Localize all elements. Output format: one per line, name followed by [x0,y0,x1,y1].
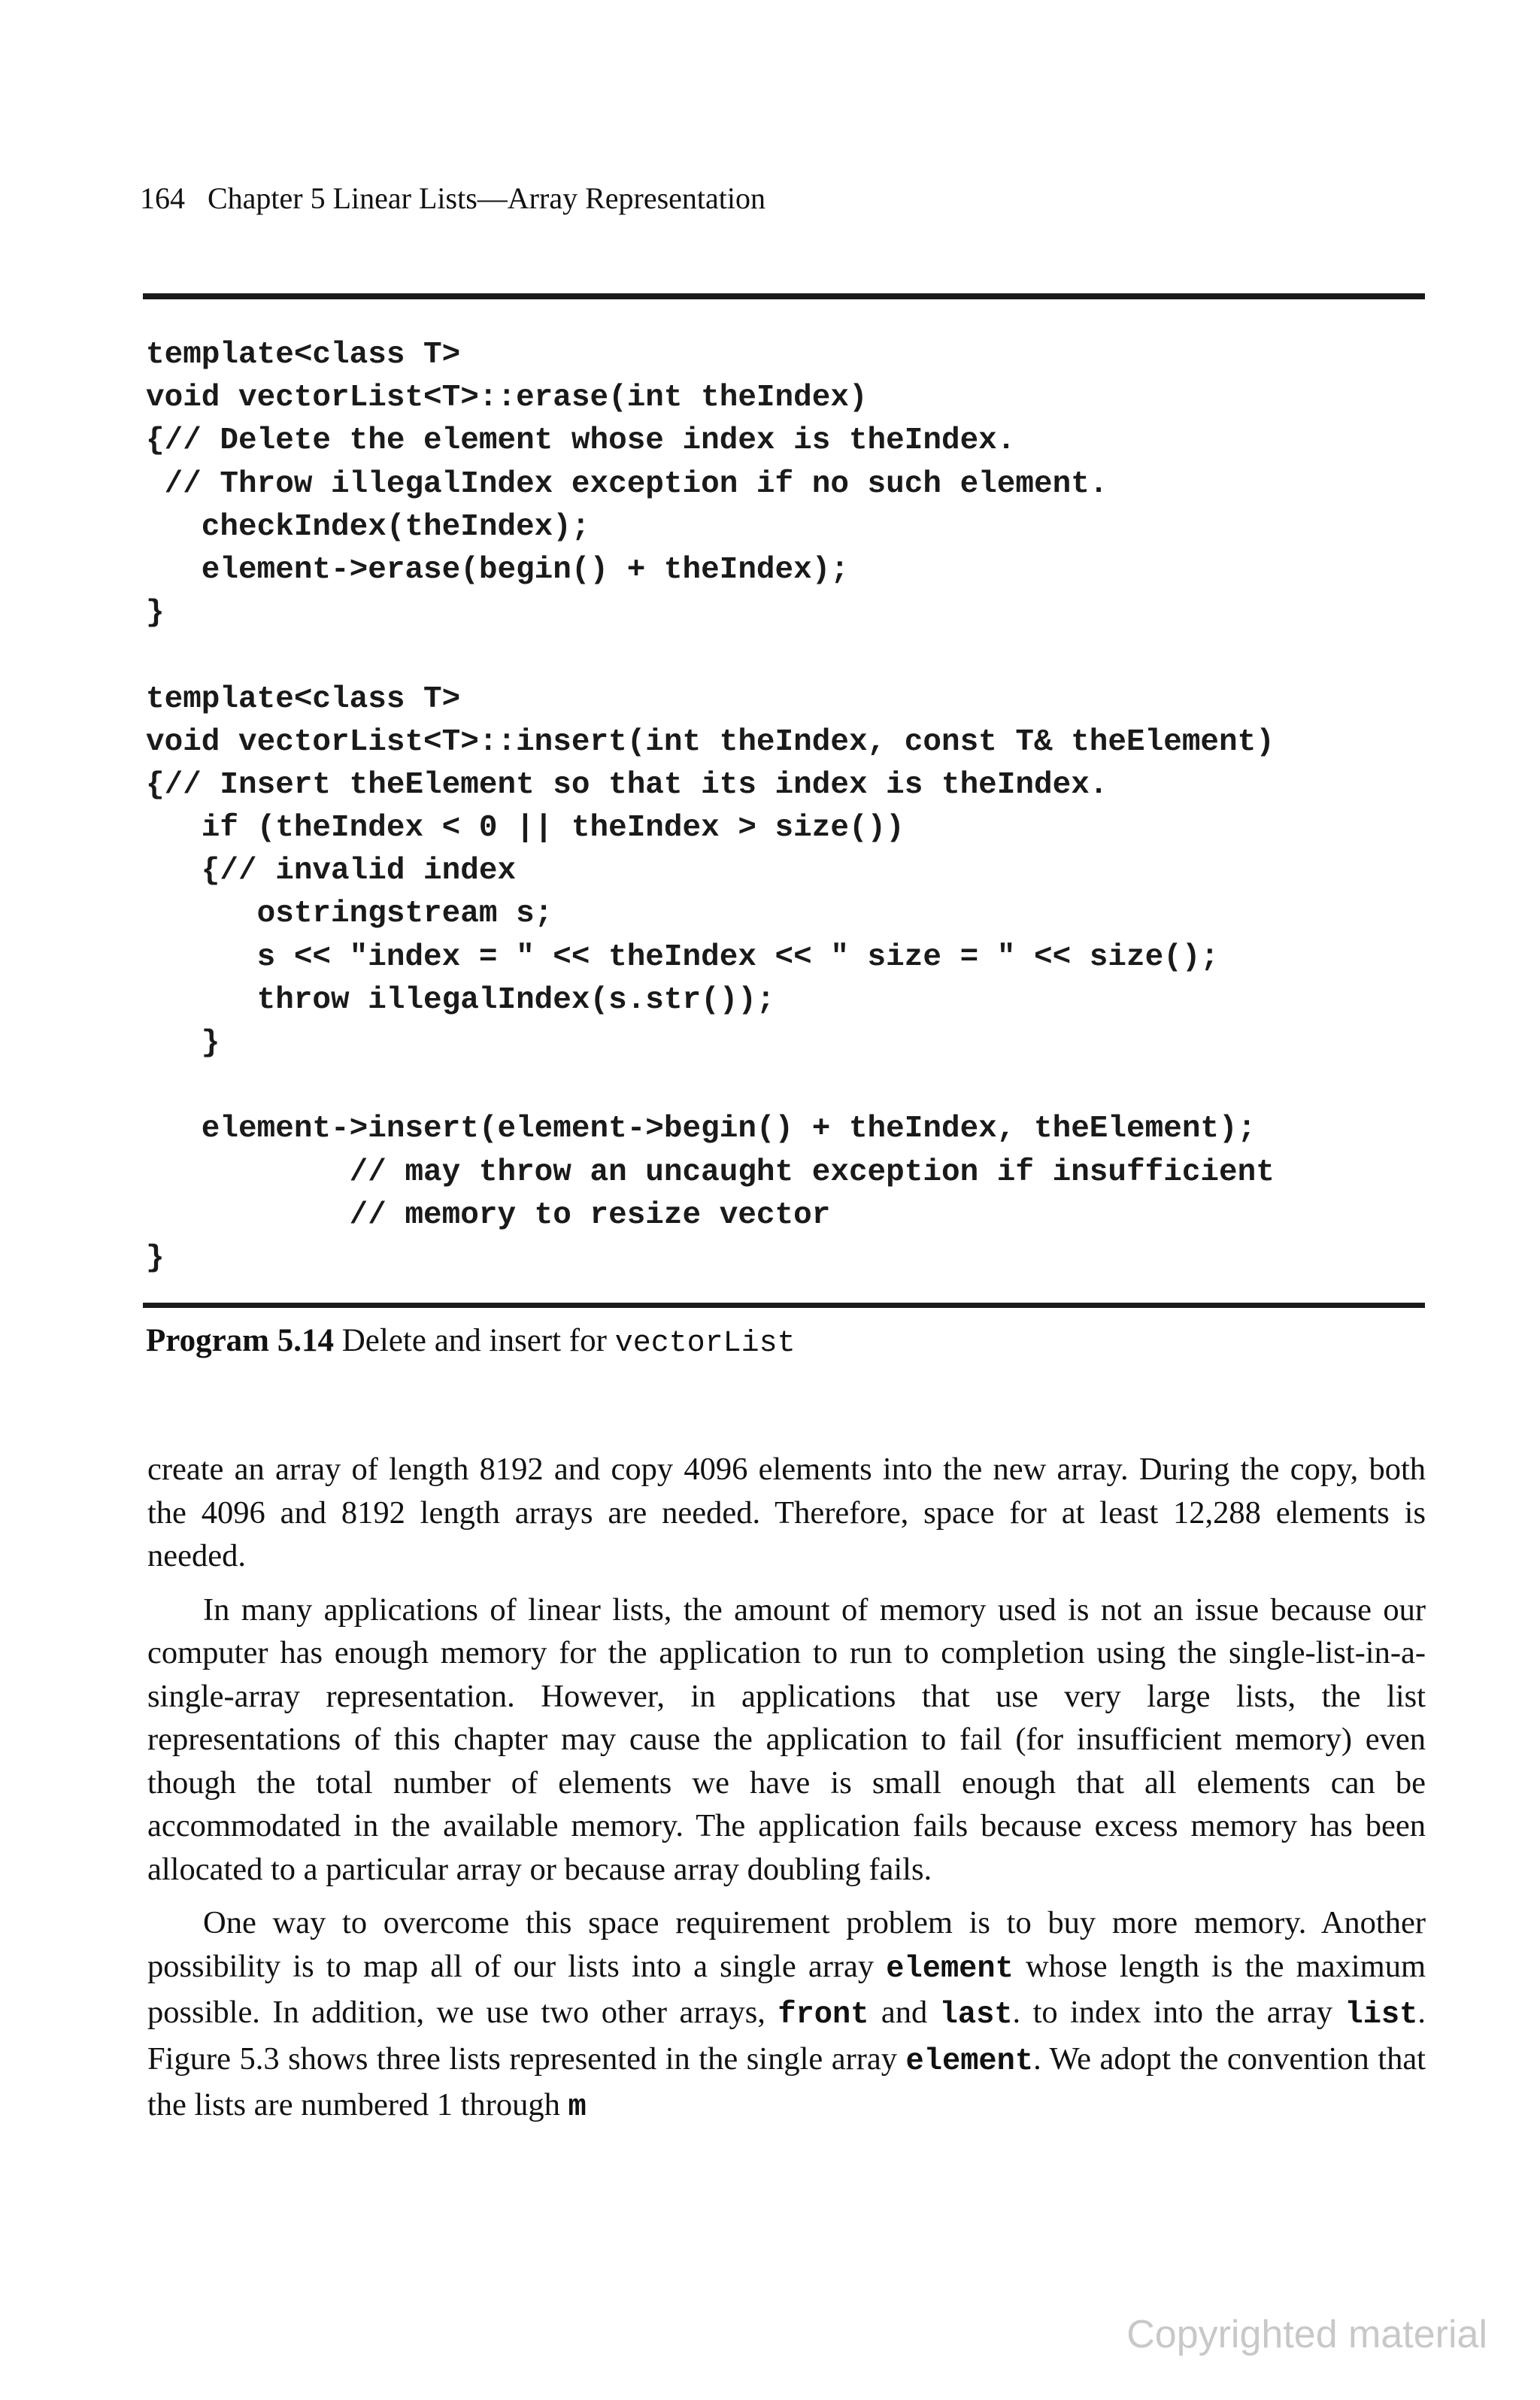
caption-text: Delete and insert for [341,1323,607,1358]
code-line: s << "index = " << theIndex << " size = " << size(); [146,939,1220,975]
code-line: if (theIndex < 0 || theIndex > size()) [146,811,905,846]
program-code-block [146,334,1275,1280]
paragraph-1: create an array of length 8192 and copy 4096 elements into the new array. During the copy, both the 4096 and 8192 length arrays are needed. Therefore, space for at least 12,288 elements is needed. [147,1452,1426,1573]
running-header [140,181,765,217]
code-line: throw illegalIndex(s.str()); [146,982,775,1018]
p3-text-6: . We adopt the convention that the lists are numbered 1 through [147,2040,1426,2122]
code-line [146,1065,1275,1108]
code-line: } [146,596,165,631]
code-line: checkIndex(theIndex); [146,509,590,545]
caption-code: vectorList [614,1327,796,1361]
page-number: 164 [140,181,185,215]
code-line [146,635,1275,678]
copyright-watermark: Copyrighted material [1126,2313,1487,2356]
code-line: void vectorList<T>::erase(int theIndex) [146,381,868,416]
code-line: } [146,1026,220,1060]
code-line: void vectorList<T>::insert(int theIndex, const T& theElement) [146,724,1275,760]
code-line: template<class T> [146,338,461,372]
caption-label: Program 5.14 [146,1323,334,1358]
p3-code-element-2: element [905,2043,1034,2079]
code-line: {// Delete the element whose index is theIndex. [146,423,1016,459]
code-line: template<class T> [146,681,461,717]
code-line: {// invalid index [146,854,517,889]
p3-code-last: last [939,1998,1013,2032]
code-line: ostringstream s; [146,897,553,932]
running-title: Chapter 5 Linear Lists—Array Representation [208,181,765,215]
p3-text-2: whose length is the maximum possible. In addition, we use two other arrays, [147,1948,1426,2030]
code-line: element->insert(element->begin() + theIndex, theElement); [146,1112,1257,1147]
program-bottom-rule [143,1303,1425,1308]
code-line: // may throw an uncaught exception if insufficient [146,1154,1275,1190]
code-line: // memory to resize vector [146,1197,831,1233]
p3-code-front: front [778,1998,869,2032]
paragraph-2: In many applications of linear lists, the amount of memory used is not an issue because our computer has enough memory for the application to run to completion using the single-list-in-a-single-array representation. However, in applications that use very large lists, the list representations of this chapter may cause the application to fail (for insufficient memory) even though the total number of elements we have is small enough that all elements can be accommodated in the available memory. The application fails because excess memory has been allocated to a particular array or because array doubling fails. [147,1591,1426,1887]
p3-code-element: element [886,1951,1014,1986]
p3-text-5: . Figure 5.3 shows three lists represented in the single array [147,1995,1426,2077]
code-line: element->erase(begin() + theIndex); [146,552,849,587]
p3-code-m: m [568,2090,587,2125]
program-top-rule [143,293,1425,299]
p3-text-3: and [881,1995,928,2030]
code-line: } [146,1240,165,1276]
p3-text-1: One way to overcome this space requirement problem is to buy more memory. Another possibility is to map all of our lists into a single array [147,1905,1426,1984]
paragraph-3 [147,1901,1426,2130]
body-text [147,1448,1426,2141]
program-caption [146,1321,796,1364]
p3-text-4: . to index into the array [1012,1995,1333,2030]
code-line: {// Insert theElement so that its index is theIndex. [146,767,1108,803]
code-line: // Throw illegalIndex exception if no such element. [146,466,1108,502]
p3-code-list: list [1344,1998,1418,2032]
